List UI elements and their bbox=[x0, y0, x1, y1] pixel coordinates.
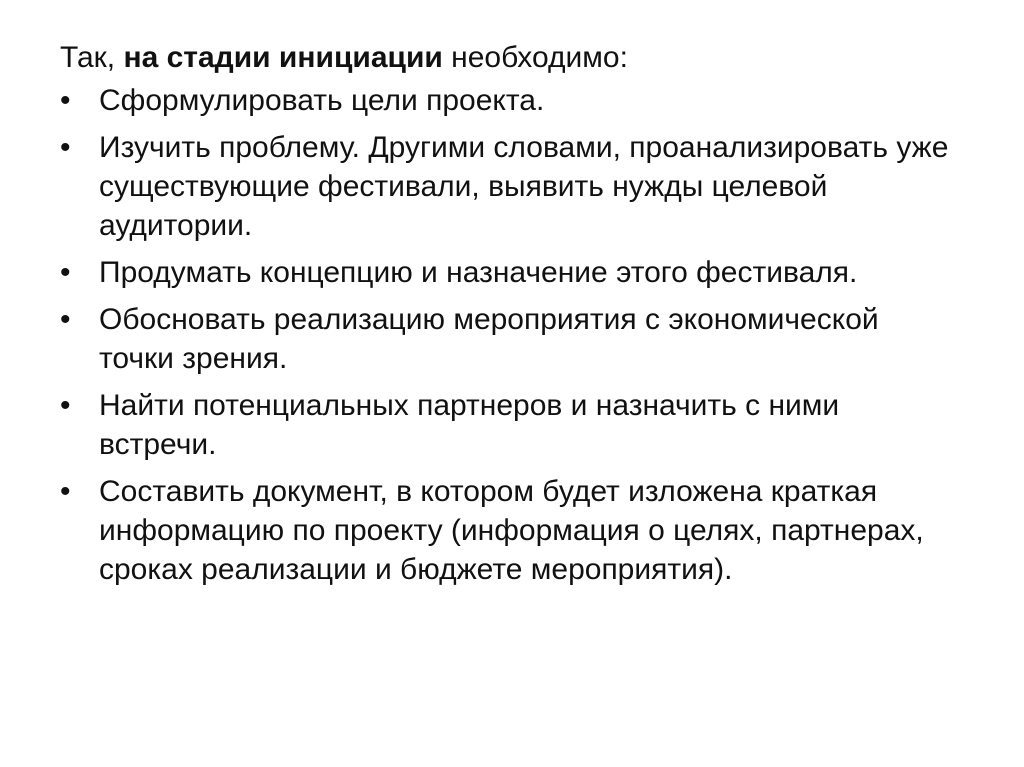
list-item-text: Продумать концепцию и назначение этого фестиваля. bbox=[99, 256, 858, 289]
list-item-text: Изучить проблему. Другими словами, проанализировать уже существующие фестивали, выявить нужды целевой аудитории. bbox=[99, 131, 949, 242]
bullet-list bbox=[60, 81, 960, 589]
list-item bbox=[60, 128, 960, 245]
bullet-icon: • bbox=[60, 84, 71, 117]
bullet-icon: • bbox=[60, 303, 71, 336]
list-item-text: Обосновать реализацию мероприятия с экономической точки зрения. bbox=[99, 303, 879, 375]
list-item-text: Найти потенциальных партнеров и назначить с ними встречи. bbox=[99, 389, 840, 461]
bullet-icon: • bbox=[60, 389, 71, 422]
intro-suffix: необходимо: bbox=[442, 41, 628, 74]
intro-bold: на стадии инициации bbox=[123, 41, 443, 74]
bullet-icon: • bbox=[60, 475, 71, 508]
list-item-text: Сформулировать цели проекта. bbox=[99, 84, 545, 117]
bullet-icon: • bbox=[60, 131, 71, 164]
slide-body bbox=[60, 38, 960, 597]
list-item bbox=[60, 253, 960, 292]
bullet-icon: • bbox=[60, 256, 71, 289]
list-item-text: Составить документ, в котором будет изложена краткая информацию по проекту (информация о целях, партнерах, сроках реализации и бюджете мероприятия). bbox=[99, 475, 924, 586]
list-item bbox=[60, 386, 960, 464]
list-item bbox=[60, 472, 960, 589]
intro-line bbox=[60, 38, 960, 77]
intro-prefix: Так, bbox=[60, 41, 124, 74]
list-item bbox=[60, 81, 960, 120]
list-item bbox=[60, 300, 960, 378]
